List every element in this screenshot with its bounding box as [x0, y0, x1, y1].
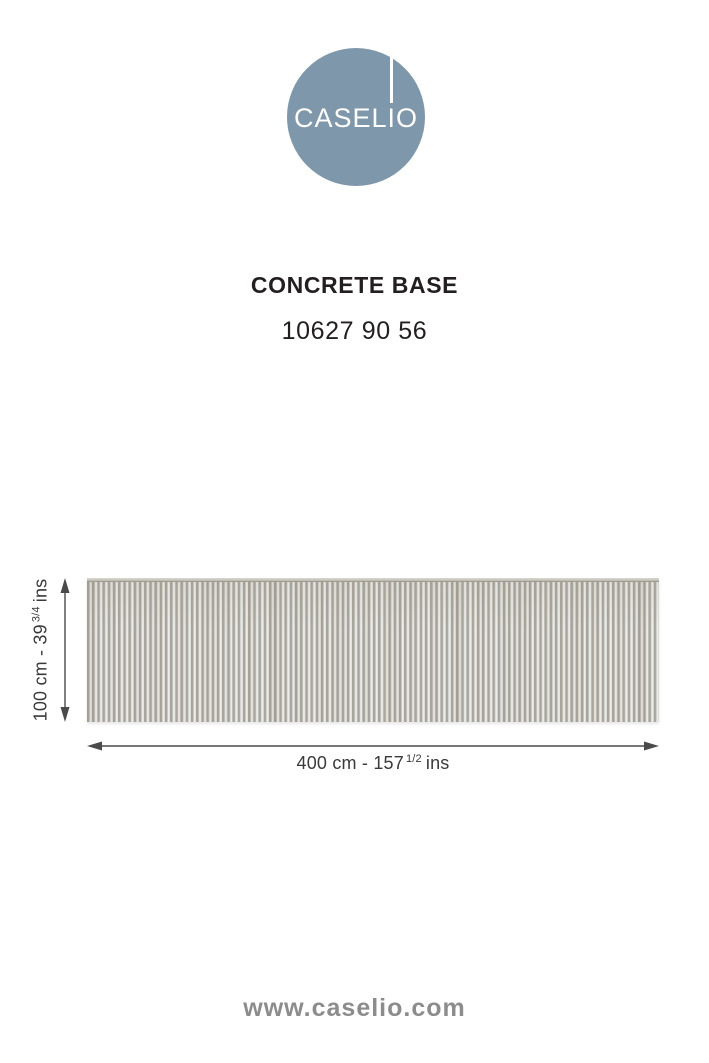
width-arrow-icon: [87, 738, 659, 754]
width-value: 400 cm - 157: [296, 753, 404, 773]
height-value: 100 cm - 39: [30, 624, 51, 722]
brand-text-left: CASEL: [293, 103, 388, 133]
product-code: 10627 90 56: [281, 317, 428, 345]
height-fraction: 3/4: [30, 606, 43, 623]
website-url: www.caselio.com: [243, 994, 466, 1022]
caselio-logo: [287, 48, 425, 186]
brand-text-right: O: [396, 103, 419, 133]
width-unit: ins: [425, 753, 450, 773]
height-dimension-label: [31, 579, 52, 722]
height-unit: ins: [30, 578, 51, 603]
width-fraction: 1/2: [405, 753, 422, 765]
brand-wordmark: [287, 105, 425, 132]
logo-i-stem-icon: [390, 56, 393, 103]
height-arrow-icon: [57, 578, 73, 722]
product-name: CONCRETE BASE: [250, 272, 459, 298]
product-swatch-image: [87, 578, 659, 722]
width-dimension-label: [87, 753, 659, 774]
brand-letter-i: I: [388, 105, 397, 132]
